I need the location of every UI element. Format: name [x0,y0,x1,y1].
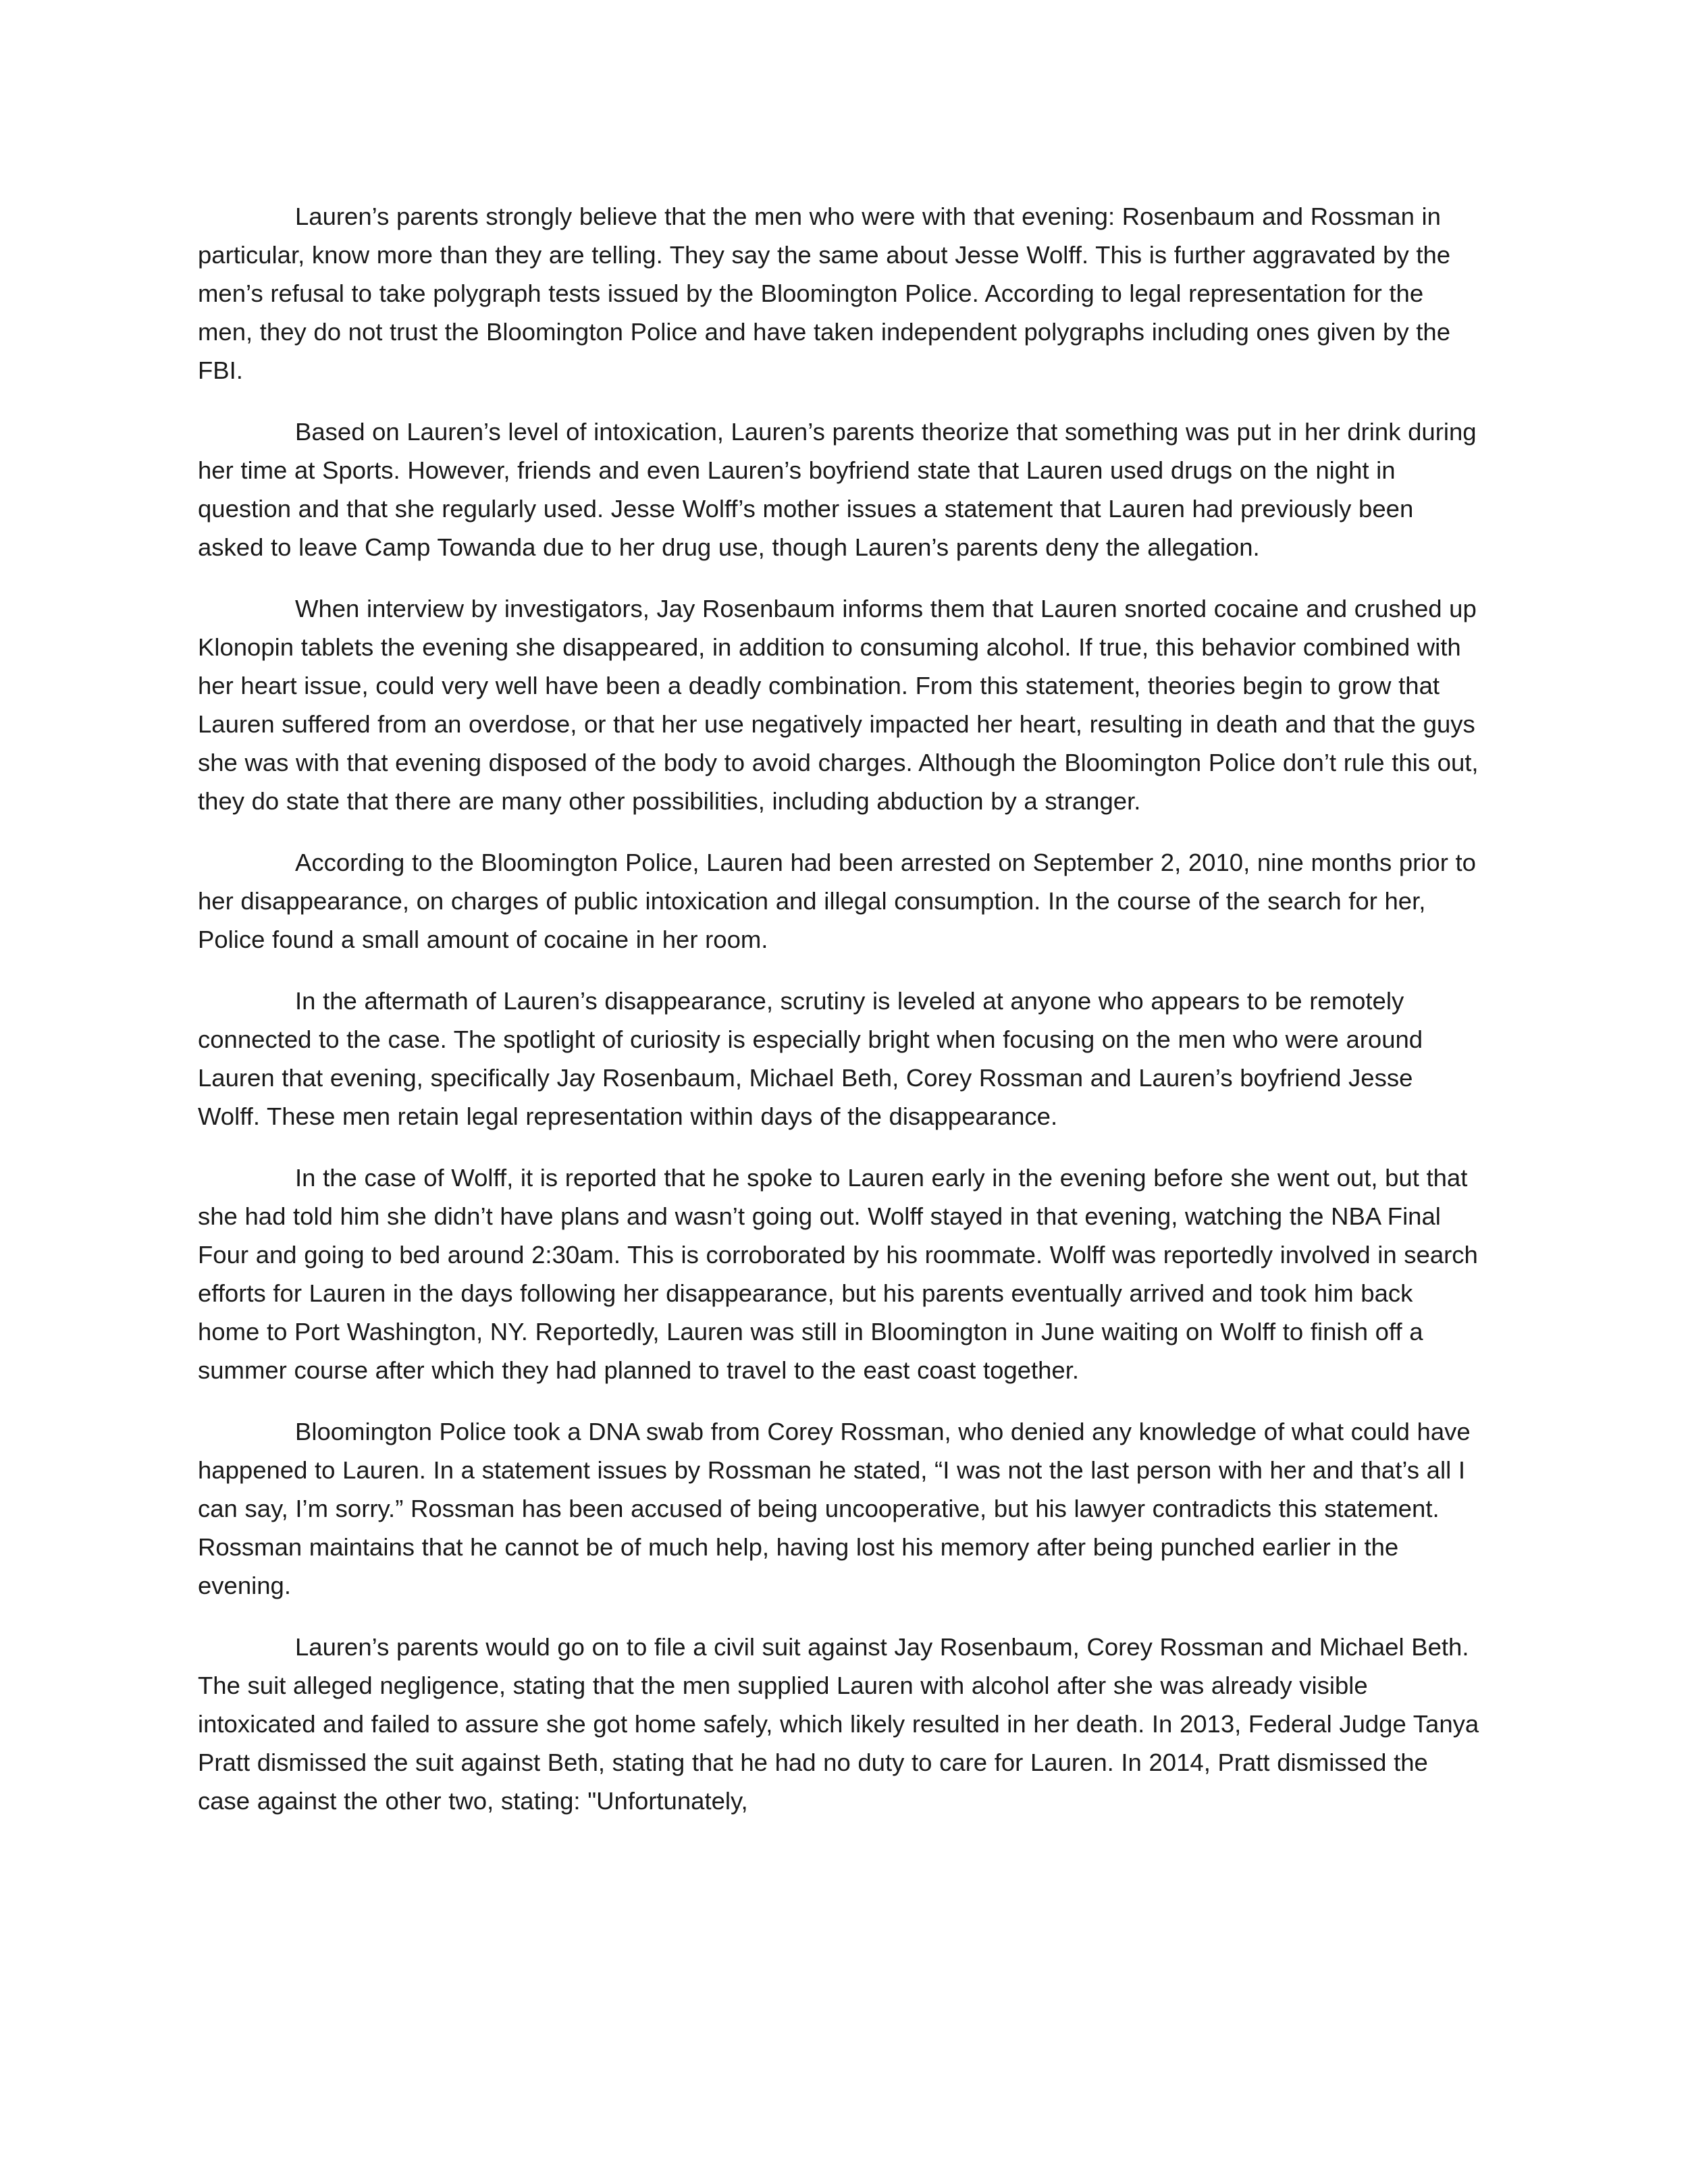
paragraph-wolff: In the case of Wolff, it is reported that he spoke to Lauren early in the evening before she went out, but that she had told him she didn’t have plans and wasn’t going out. Wolff stayed in that evening, watching the NBA Final Four and going to bed around 2:30am. This is corroborated by his roommate. Wolff was reportedly involved in search efforts for Lauren in the days following her disappearance, but his parents eventually arrived and took him back home to Port Washington, NY. Reportedly, Lauren was still in Bloomington in June waiting on Wolff to finish off a summer course after which they had planned to travel to the east coast together. [198,1164,1478,1384]
paragraph-scrutiny: In the aftermath of Lauren’s disappearance, scrutiny is leveled at anyone who appears to be remotely connected to the case. The spotlight of curiosity is especially bright when focusing on the men who were around Lauren that evening, specifically Jay Rosenbaum, Michael Beth, Corey Rossman and Lauren’s boyfriend Jesse Wolff. These men retain legal representation within days of the disappearance. [198,987,1423,1130]
paragraph-prior-arrest: According to the Bloomington Police, Lauren had been arrested on September 2, 2010, nine months prior to her disappearance, on charges of public intoxication and illegal consumption. In the course of the search for her, Police found a small amount of cocaine in her room. [198,849,1476,953]
paragraph-civil-suit: Lauren’s parents would go on to file a civil suit against Jay Rosenbaum, Corey Rossman and Michael Beth. The suit alleged negligence, stating that the men supplied Lauren with alcohol after she was already visible intoxicated and failed to assure she got home safely, which likely resulted in her death. In 2013, Federal Judge Tanya Pratt dismissed the suit against Beth, stating that he had no duty to care for Lauren. In 2014, Pratt dismissed the case against the other two, stating: "Unfortunately, [198,1633,1479,1815]
paragraph-intoxication-theory: Based on Lauren’s level of intoxication, Lauren’s parents theorize that something was put in her drink during her time at Sports. However, friends and even Lauren’s boyfriend state that Lauren used drugs on the night in question and that she regularly used. Jesse Wolff’s mother issues a statement that Lauren had previously been asked to leave Camp Towanda due to her drug use, though Lauren’s parents deny the allegation. [198,418,1477,561]
document-body [198,197,1481,1820]
paragraph-rosenbaum-interview: When interview by investigators, Jay Rosenbaum informs them that Lauren snorted cocaine and crushed up Klonopin tablets the evening she disappeared, in addition to consuming alcohol. If true, this behavior combined with her heart issue, could very well have been a deadly combination. From this statement, theories begin to grow that Lauren suffered from an overdose, or that her use negatively impacted her heart, resulting in death and that the guys she was with that evening disposed of the body to avoid charges. Although the Bloomington Police don’t rule this out, they do state that there are many other possibilities, including abduction by a stranger. [198,595,1479,815]
paragraph-polygraph-refusal: Lauren’s parents strongly believe that the men who were with that evening: Rosenbaum and Rossman in particular, know more than they are telling. They say the same about Jesse Wolff. This is further aggravated by the men’s refusal to take polygraph tests issued by the Bloomington Police. According to legal representation for the men, they do not trust the Bloomington Police and have taken independent polygraphs including ones given by the FBI. [198,203,1451,384]
paragraph-rossman: Bloomington Police took a DNA swab from Corey Rossman, who denied any knowledge of what could have happened to Lauren. In a statement issues by Rossman he stated, “I was not the last person with her and that’s all I can say, I’m sorry.” Rossman has been accused of being uncooperative, but his lawyer contradicts this statement. Rossman maintains that he cannot be of much help, having lost his memory after being punched earlier in the evening. [198,1418,1471,1599]
